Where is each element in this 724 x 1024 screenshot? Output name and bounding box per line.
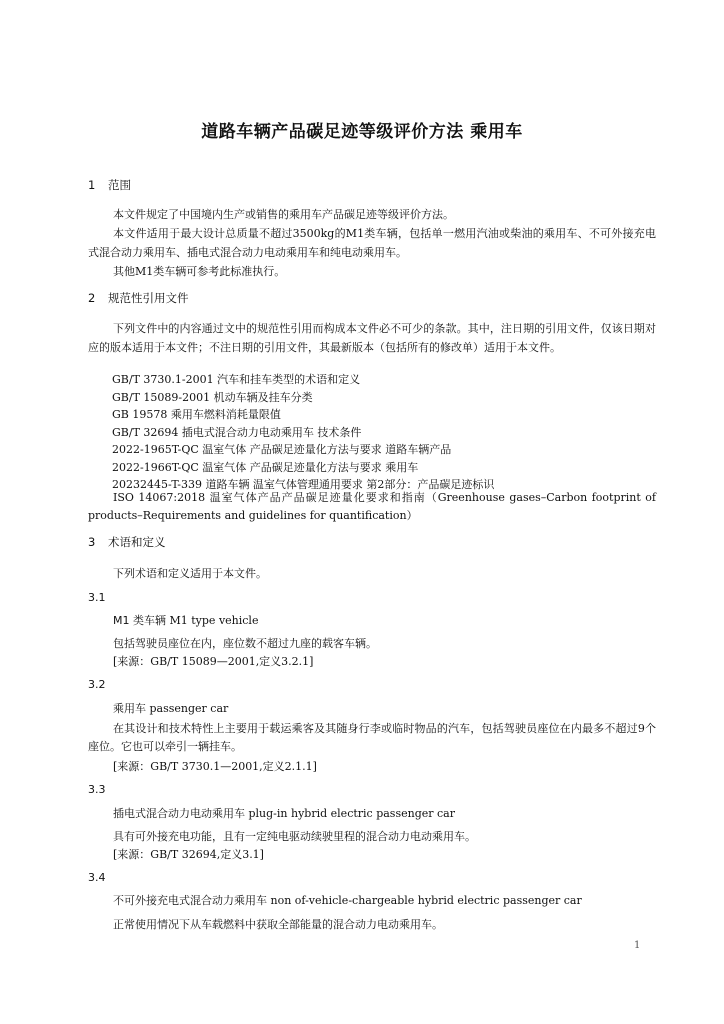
section-2-heading: [88, 290, 189, 306]
section-number: 1: [88, 178, 96, 192]
term-definition: 正常使用情况下从车载燃料中获取全部能量的混合动力电动乘用车。: [113, 918, 443, 931]
term-definition: 具有可外接充电功能，且有一定纯电驱动续驶里程的混合动力电动乘用车。: [113, 830, 476, 843]
term-chinese: 乘用车: [113, 702, 146, 715]
paragraph: 下列文件中的内容通过文中的规范性引用而构成本文件必不可少的条款。其中，注日期的引用文件，仅该日期对应的版本适用于本文件；不注日期的引用文件，其最新版本（包括所有的修改单）适用于本文件。: [88, 322, 656, 354]
reference-item: 20232445-T-339 道路车辆 温室气体管理通用要求 第2部分：产品碳足迹标识: [112, 478, 495, 491]
term-source: [来源：GB/T 15089—2001,定义3.2.1]: [113, 655, 314, 668]
term-chinese: M1 类车辆: [113, 614, 166, 627]
section-1-heading: [88, 177, 131, 193]
reference-item: GB/T 3730.1-2001 汽车和挂车类型的术语和定义: [112, 373, 361, 386]
reference-item: GB 19578 乘用车燃料消耗量限值: [112, 408, 281, 421]
term-english: M1 type vehicle: [169, 614, 259, 627]
term-english: plug-in hybrid electric passenger car: [248, 807, 455, 820]
term-chinese: 插电式混合动力电动乘用车: [113, 807, 245, 820]
term-number: 3.1: [88, 591, 106, 604]
document-title: 道路车辆产品碳足迹等级评价方法 乘用车: [201, 122, 523, 142]
section-title: 范围: [108, 178, 131, 192]
paragraph: 本文件适用于最大设计总质量不超过3500kg的M1类车辆，包括单一燃用汽油或柴油的乘用车、不可外接充电式混合动力乘用车、插电式混合动力电动乘用车和纯电动乘用车。: [88, 227, 656, 259]
term-title: [113, 613, 258, 629]
reference-item: 2022-1966T-QC 温室气体 产品碳足迹量化方法与要求 乘用车: [112, 461, 419, 474]
term-title: [113, 893, 582, 909]
section-title: 规范性引用文件: [108, 291, 189, 305]
reference-item: 2022-1965T-QC 温室气体 产品碳足迹量化方法与要求 道路车辆产品: [112, 443, 452, 456]
section-title: 术语和定义: [108, 535, 166, 549]
page-number: 1: [634, 940, 641, 951]
reference-item: GB/T 32694 插电式混合动力电动乘用车 技术条件: [112, 426, 362, 439]
term-number: 3.3: [88, 783, 106, 796]
term-number: 3.2: [88, 678, 106, 691]
term-english: passenger car: [149, 702, 229, 715]
term-source: [来源：GB/T 32694,定义3.1]: [113, 848, 264, 861]
reference-item: GB/T 15089-2001 机动车辆及挂车分类: [112, 391, 313, 404]
term-source: [来源：GB/T 3730.1—2001,定义2.1.1]: [113, 760, 317, 773]
term-definition: 包括驾驶员座位在内，座位数不超过九座的载客车辆。: [113, 637, 377, 650]
term-number: 3.4: [88, 871, 106, 884]
term-title: [113, 806, 455, 822]
paragraph: 其他M1类车辆可参考此标准执行。: [113, 265, 286, 278]
term-english: non of-vehicle-chargeable hybrid electric passenger car: [270, 894, 582, 907]
section-number: 2: [88, 291, 96, 305]
paragraph: 下列术语和定义适用于本文件。: [113, 567, 267, 580]
section-3-heading: [88, 534, 166, 550]
term-chinese: 不可外接充电式混合动力乘用车: [113, 894, 267, 907]
term-title: [113, 701, 228, 717]
term-definition: 在其设计和技术特性上主要用于载运乘客及其随身行李或临时物品的汽车，包括驾驶员座位在内最多不超过9个座位。它也可以牵引一辆挂车。: [88, 722, 656, 753]
paragraph: 本文件规定了中国境内生产或销售的乘用车产品碳足迹等级评价方法。: [113, 208, 454, 221]
reference-item-iso: ISO 14067:2018 温室气体产品产品碳足迹量化要求和指南（Greenhouse gases–Carbon footprint of products–Requirements and guidelines for quantification）: [88, 491, 656, 522]
section-number: 3: [88, 535, 96, 549]
